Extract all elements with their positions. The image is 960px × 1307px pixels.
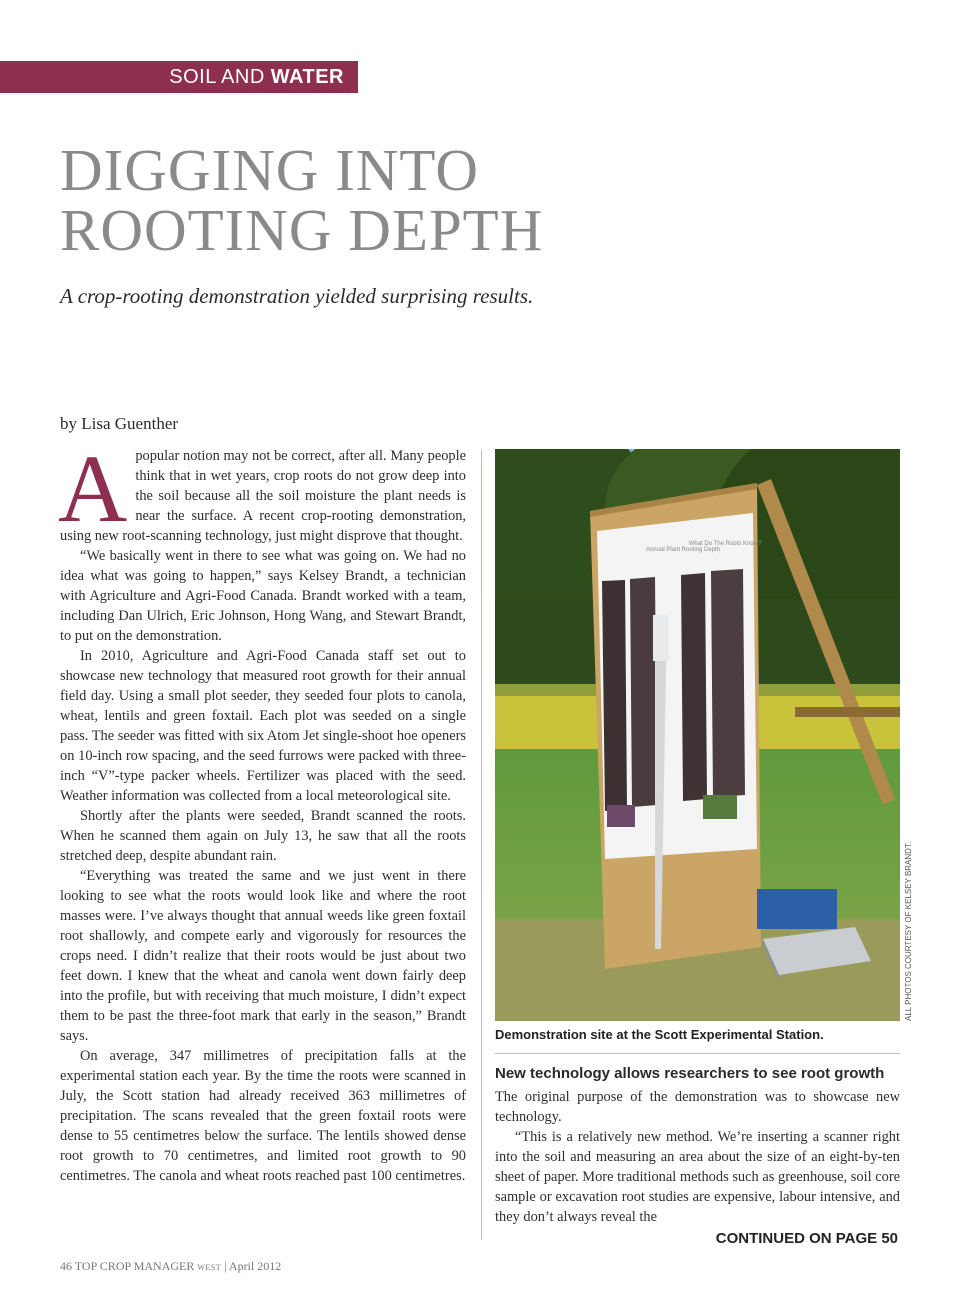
paragraph: “This is a relatively new method. We’re inserting a scanner right into the soil and measuring an area about the size of an eight-by-ten sheet of paper. More traditional methods such as greenhouse, soil core sample or excavation root studies are expensive, labour intensive, and they don’t always reveal the <box>495 1129 900 1225</box>
right-column <box>495 1087 900 1227</box>
issue-date: | April 2012 <box>224 1259 282 1273</box>
paragraph: The original purpose of the demonstration was to showcase new technology. <box>495 1089 900 1125</box>
paragraph: “Everything was treated the same and we just went in there looking to see what the roots would look like and where the root masses were. I’ve always thought that annual weeds like green foxtail root shallowly, and compete early and vigorously for resources the crops need. I didn’t realize that their roots would be just about two feet down. I knew that the wheat and canola went down fairly deep into the profile, but with receiving that much moisture, I didn’t expect them to be past the three-foot mark that early in the season,” Brandt says. <box>60 868 466 1044</box>
magazine-name: TOP CROP MANAGER <box>74 1259 195 1273</box>
demonstration-site-photo <box>495 449 900 1021</box>
paragraph: Shortly after the plants were seeded, Brandt scanned the roots. When he scanned them again on July 13, he saw that all the roots stretched deep, despite abundant rain. <box>60 808 466 864</box>
photo-caption: Demonstration site at the Scott Experimental Station. <box>495 1027 824 1042</box>
photo <box>495 449 900 1021</box>
continued-label: CONTINUED ON PAGE 50 <box>715 1230 898 1247</box>
headline-line-1: DIGGING INTO <box>60 137 479 203</box>
headline <box>60 137 660 263</box>
photo-credit: ALL PHOTOS COURTESY OF KELSEY BRANDT. <box>904 841 913 1021</box>
subhead: New technology allows researchers to see root growth <box>495 1065 885 1082</box>
page-number: 46 <box>60 1259 72 1273</box>
poster-left-title: Annual Plant Rooting Depth <box>645 547 721 553</box>
section-prefix: SOIL AND <box>169 65 265 88</box>
folio <box>60 1259 281 1274</box>
section-band <box>0 61 358 93</box>
column-divider <box>481 450 482 1240</box>
byline: by Lisa Guenther <box>60 414 179 433</box>
magazine-edition: WEST <box>197 1263 222 1272</box>
caption-divider <box>495 1053 900 1054</box>
section-emphasis: WATER <box>270 65 344 88</box>
drop-cap: A <box>58 435 128 542</box>
headline-line-2: ROOTING DEPTH <box>60 197 544 263</box>
paragraph: “We basically went in there to see what was going on. We had no idea what was going to happen,” says Kelsey Brandt, a technician with Agriculture and Agri-Food Canada. Brandt worked with a team, including Dan Ulrich, Eric Johnson, Hong Wang, and Stewart Brandt, to put on the demonstration. <box>60 548 466 644</box>
deck: A crop-rooting demonstration yielded surprising results. <box>60 284 534 308</box>
paragraph: In 2010, Agriculture and Agri-Food Canada staff set out to showcase new technology that measured root growth for their annual field day. Using a small plot seeder, they seeded four plots to canola, wheat, lentils and green foxtail. Each plot was seeded on a single pass. The seeder was fitted with six Atom Jet single-shoot hoe openers on 10-inch row spacing, and the seed furrows were packed with three-inch “V”-type packer wheels. Fertilizer was placed with the seed. Weather information was collected from a local meteorological site. <box>60 648 466 804</box>
poster-right-title: What Do The Roots Know? <box>688 541 762 547</box>
left-column <box>58 435 466 1186</box>
paragraph: Apopular notion may not be correct, after all. Many people think that in wet years, crop roots do not grow deep into the soil because all the soil moisture the plant needs is near the surface. A recent crop-rooting demonstration, using new root-scanning technology, just might disprove that thought. <box>58 435 466 544</box>
paragraph: On average, 347 millimetres of precipitation falls at the experimental station each year. By the time the roots were scanned in July, the Scott station had already received 363 millimetres of precipitation. The scans revealed that the green foxtail roots were dense to 55 centimetres below the surface. The lentils showed dense root growth to 70 centimetres, and limited root growth to 90 centimetres. The canola and wheat roots reached past 100 centimetres. <box>60 1048 466 1184</box>
